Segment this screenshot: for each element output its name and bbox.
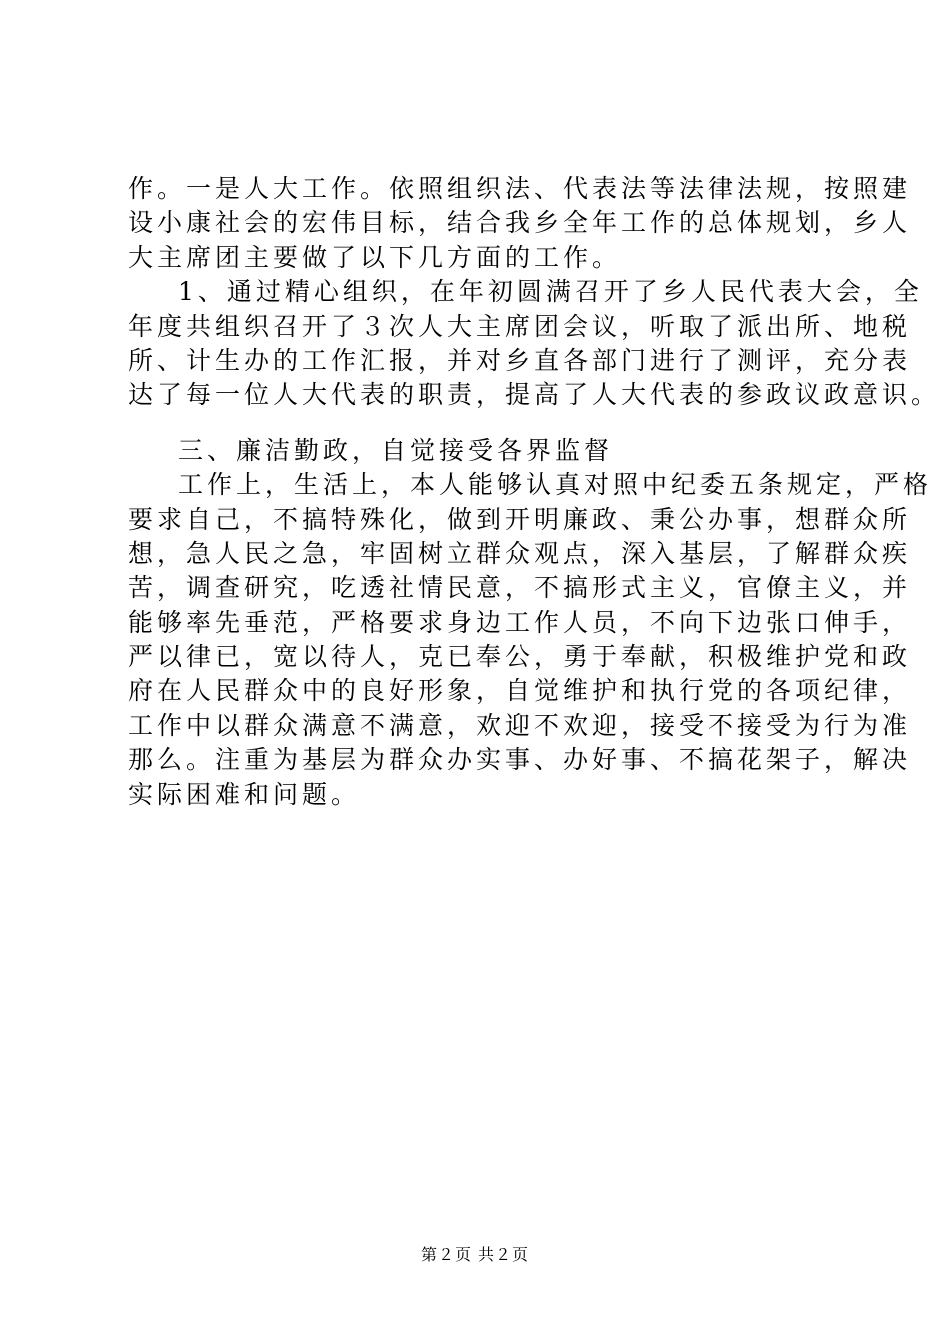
text-line: 作。一是人大工作。依照组织法、代表法等法律法规，按照建: [128, 174, 912, 203]
page-number-footer: 第２页 共２页: [420, 1245, 530, 1264]
document-body: [128, 172, 941, 812]
text-line: 实际困难和问题。: [128, 779, 361, 809]
paragraph-3: [128, 468, 933, 812]
paragraph-2: [128, 275, 941, 413]
text-line: 设小康社会的宏伟目标，结合我乡全年工作的总体规划，乡人: [128, 208, 912, 238]
text-line: 府在人民群众中的良好形象，自觉维护和执行党的各项纪律，: [128, 676, 912, 706]
text-line: 能够率先垂范，严格要求身边工作人员，不向下边张口伸手，: [128, 607, 912, 637]
text-line: 想，急人民之急，牢固树立群众观点，深入基层，了解群众疾: [128, 538, 912, 568]
text-line: 工作中以群众满意不满意，欢迎不欢迎，接受不接受为行为准: [128, 710, 912, 740]
text-line: 大主席团主要做了以下几方面的工作。: [128, 242, 622, 272]
text-line: 工作上，生活上，本人能够认真对照中纪委五条规定，严格: [178, 470, 933, 500]
text-line: 要求自己，不搞特殊化，做到开明廉政、秉公办事，想群众所: [128, 504, 912, 534]
text-line: 严以律已，宽以待人，克已奉公，勇于奉献，积极维护党和政: [128, 642, 912, 672]
text-line: 那么。注重为基层为群众办实事、办好事、不搞花架子，解决: [128, 745, 912, 775]
text-line: 1、通过精心组织，在年初圆满召开了乡人民代表大会，全: [178, 277, 923, 307]
paragraph-spacer: [128, 413, 848, 434]
text-line: 苦，调查研究，吃透社情民意，不搞形式主义，官僚主义，并: [128, 573, 912, 603]
section-heading: 三、廉洁勤政，自觉接受各界监督: [178, 435, 614, 465]
text-line: 达了每一位人大代表的职责，提高了人大代表的参政议政意识。: [128, 380, 941, 410]
paragraph-1: [128, 172, 912, 275]
text-line: 所、计生办的工作汇报，并对乡直各部门进行了测评，充分表: [128, 345, 912, 375]
text-line: 年度共组织召开了３次人大主席团会议，听取了派出所、地税: [128, 311, 912, 341]
